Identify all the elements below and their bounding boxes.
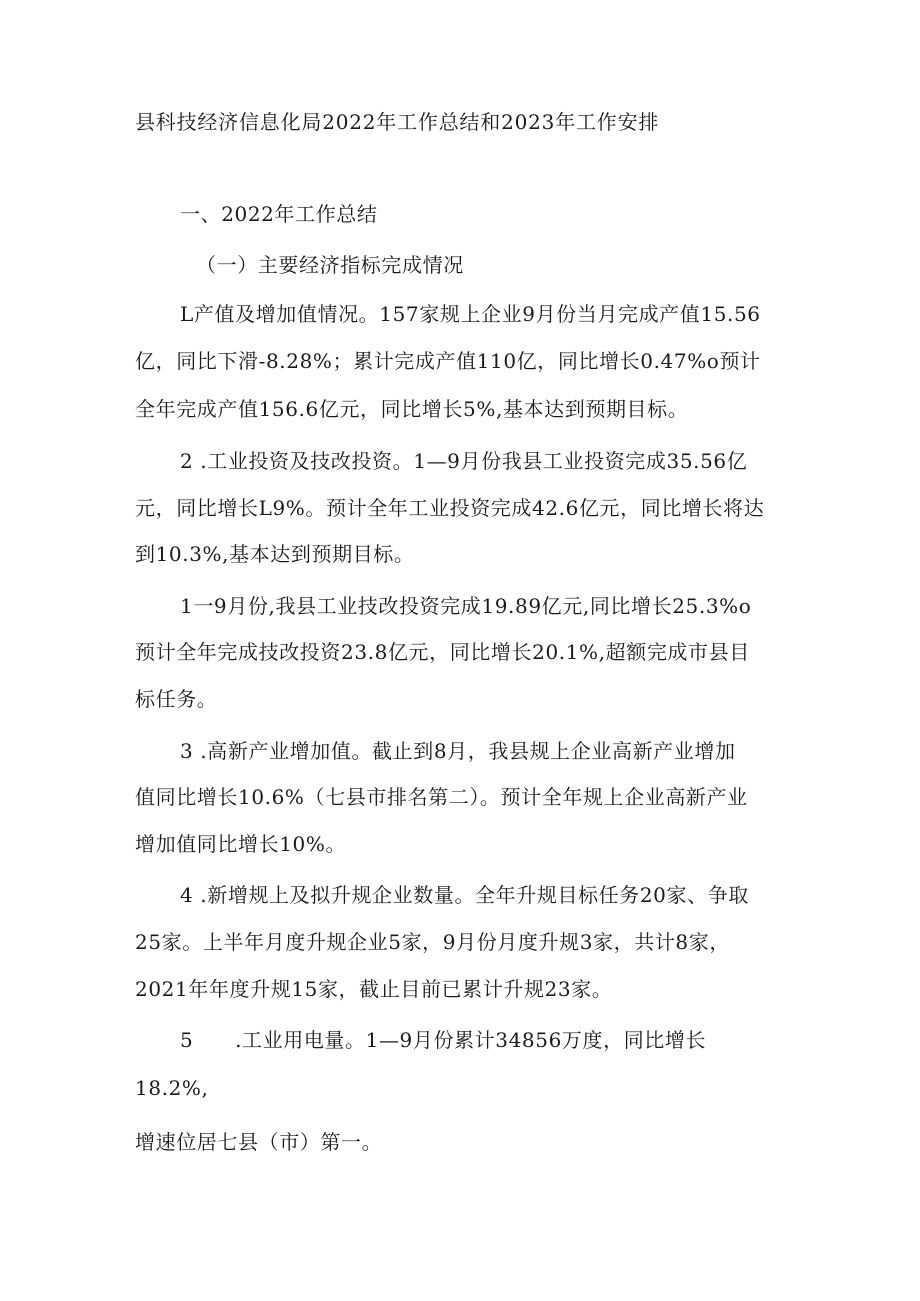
paragraph-line: 元，同比增长L9%。预计全年工业投资完成42.6亿元，同比增长将达: [135, 496, 765, 520]
paragraph-line: 5 .工业用电量。1—9月份累计34856万度，同比增长: [180, 1028, 707, 1052]
paragraph-line: 增速位居七县（市）第一。: [135, 1130, 383, 1154]
paragraph-line: 到10.3%,基本达到预期目标。: [135, 542, 415, 566]
paragraph-line: 标任务。: [135, 687, 218, 711]
paragraph-line: 2021年年度升规15家，截止目前已累计升规23家。: [135, 977, 613, 1001]
paragraph-line: 4 .新增规上及拟升规企业数量。全年升规目标任务20家、争取: [180, 883, 749, 907]
paragraph-line: 2 .工业投资及技改投资。1—9月份我县工业投资完成35.56亿: [180, 449, 748, 473]
paragraph-line: 值同比增长10.6%（七县市排名第二）。预计全年规上企业高新产业: [135, 785, 748, 809]
paragraph-line: L产值及增加值情况。157家规上企业9月份当月完成产值15.56: [180, 302, 761, 326]
document-title: 县科技经济信息化局2022年工作总结和2023年工作安排: [135, 110, 660, 134]
paragraph-line: 预计全年完成技改投资23.8亿元，同比增长20.1%,超额完成市县目: [135, 640, 750, 664]
paragraph-line: 1一9月份,我县工业技改投资完成19.89亿元,同比增长25.3%o: [180, 594, 752, 618]
paragraph-line: 全年完成产值156.6亿元，同比增长5%,基本达到预期目标。: [135, 397, 689, 421]
paragraph-line: 亿，同比下滑-8.28%；累计完成产值110亿，同比增长0.47%o预计: [135, 349, 761, 373]
paragraph-line: 18.2%,: [135, 1076, 209, 1100]
paragraph-line: 25家。上半年月度升规企业5家，9月份月度升规3家，共计8家，: [135, 930, 730, 954]
paragraph-line: 3 .高新产业增加值。截止到8月，我县规上企业高新产业增加: [180, 739, 736, 763]
section-heading: 一、2022年工作总结: [180, 202, 378, 226]
paragraph-line: 增加值同比增长10%。: [135, 832, 347, 856]
subsection-heading: （一）主要经济指标完成情况: [196, 253, 464, 277]
